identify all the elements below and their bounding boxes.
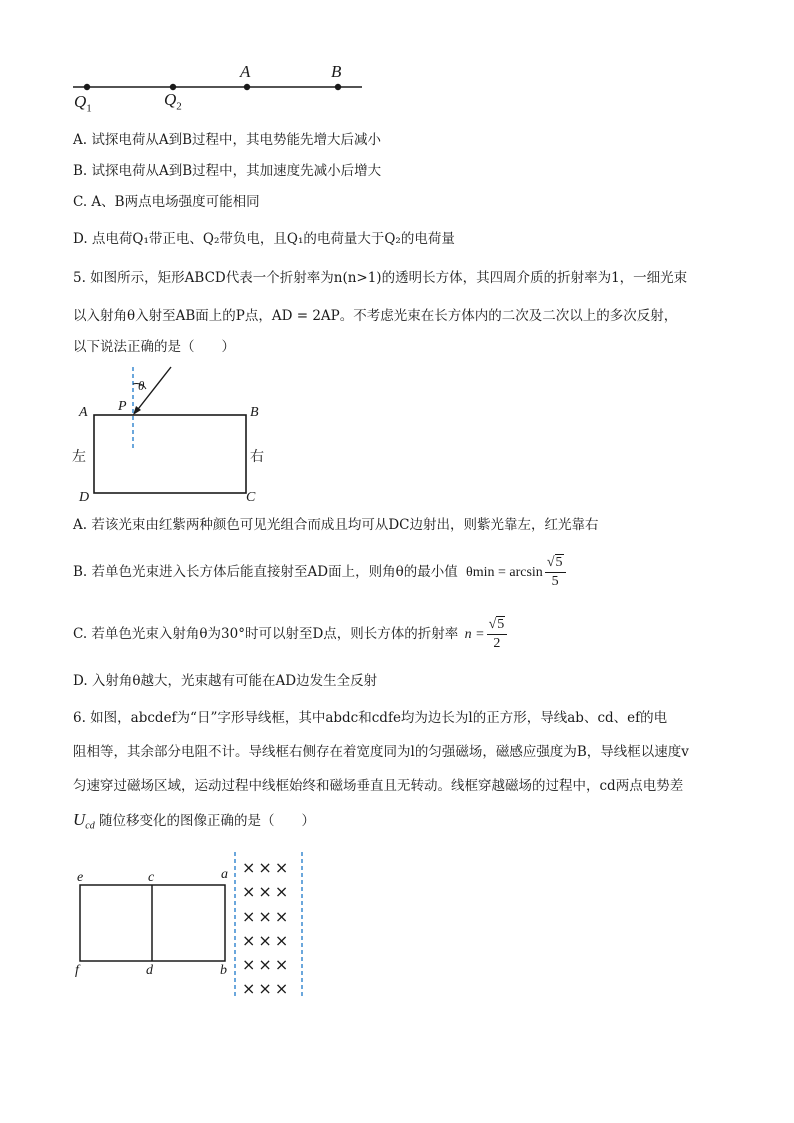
- q4-option-c: C. A、B两点电场强度可能相同: [73, 194, 260, 210]
- q6-stem-line4: $U_{cd}$ 随位移变化的图像正确的是（ ）: [73, 810, 316, 832]
- field-crosses-row: ×××: [242, 907, 292, 926]
- q5-option-c: C. 若单色光束入射角θ为30°时可以射至D点，则长方体的折射率 n = $\frac{√5}{2}$: [73, 612, 509, 657]
- rectangle-abcd: [94, 415, 246, 493]
- q6-stem-line1: 6. 如图，abcdef为“日”字形导线框，其中abdc和cdfe均为边长为l的正方形，导线ab、cd、ef的电: [73, 710, 668, 726]
- q5-b-math: θmin = arcsin: [466, 565, 543, 580]
- q5-option-b: B. 若单色光束进入长方体后能直接射至AD面上，则角θ的最小值 θmin = arcsin $\frac{√5}{5}$: [73, 550, 568, 595]
- charges-line-figure: [70, 58, 370, 98]
- q5-option-d: D. 入射角θ越大，光束越有可能在AD边发生全反射: [73, 673, 378, 689]
- label-left: 左: [72, 449, 86, 465]
- label-b2: b: [220, 963, 227, 978]
- label-rect-p: P: [118, 399, 127, 414]
- label-q1: $Q_1$: [74, 92, 92, 115]
- label-right: 右: [250, 449, 264, 465]
- field-crosses-row: ×××: [242, 931, 292, 950]
- label-d2: d: [146, 963, 153, 978]
- q4-option-d: D. 点电荷Q₁带正电、Q₂带负电，且Q₁的电荷量大于Q₂的电荷量: [73, 231, 455, 247]
- point-b: [335, 84, 341, 90]
- label-rect-c: C: [246, 490, 256, 505]
- q6-stem-line2: 阻相等，其余部分电阻不计。导线框右侧存在着宽度同为l的匀强磁场，磁感应强度为B，导线框以速度v: [73, 744, 689, 760]
- label-a: A: [240, 62, 251, 81]
- q5-stem-line2: 以入射角θ入射至AB面上的P点，AD = 2AP。不考虑光束在长方体内的二次及二次以上的多次反射，: [73, 308, 678, 324]
- field-crosses-row: ×××: [242, 979, 292, 998]
- q5-b-fraction: $\frac{√5}{5}$: [545, 554, 566, 591]
- point-q1: [84, 84, 90, 90]
- q6-stem-line3: 匀速穿过磁场区域，运动过程中线框始终和磁场垂直且无转动。线框穿越磁场的过程中，cd两点电势差: [73, 778, 684, 794]
- field-crosses-row: ×××: [242, 955, 292, 974]
- label-c: c: [148, 870, 155, 885]
- label-rect-d: D: [79, 490, 90, 505]
- label-rect-a: A: [79, 405, 88, 420]
- q4-option-a: A. 试探电荷从A到B过程中，其电势能先增大后减小: [73, 132, 382, 148]
- field-crosses-row: ×××: [242, 882, 292, 901]
- q5-c-math: n =: [464, 627, 485, 642]
- label-a2: a: [221, 867, 228, 882]
- q5-stem-line3: 以下说法正确的是（ ）: [73, 339, 235, 355]
- label-b: B: [331, 62, 342, 81]
- q5-c-fraction: $\frac{√5}{2}$: [487, 616, 508, 653]
- label-q2: $Q_2$: [164, 90, 182, 113]
- q4-option-b: B. 试探电荷从A到B过程中，其加速度先减小后增大: [73, 163, 382, 179]
- label-theta: θ: [138, 378, 145, 393]
- q5-stem-line1: 5. 如图所示，矩形ABCD代表一个折射率为n(n>1)的透明长方体，其四周介质的折射率为1，一细光束: [73, 270, 688, 286]
- label-f: f: [75, 963, 79, 978]
- point-a: [244, 84, 250, 90]
- label-rect-b: B: [250, 405, 259, 420]
- field-crosses-row: ×××: [242, 858, 292, 877]
- q5-option-a: A. 若该光束由红紫两种颜色可见光组合而成且均可从DC边射出，则紫光靠左，红光靠右: [73, 517, 599, 533]
- label-e: e: [77, 870, 84, 885]
